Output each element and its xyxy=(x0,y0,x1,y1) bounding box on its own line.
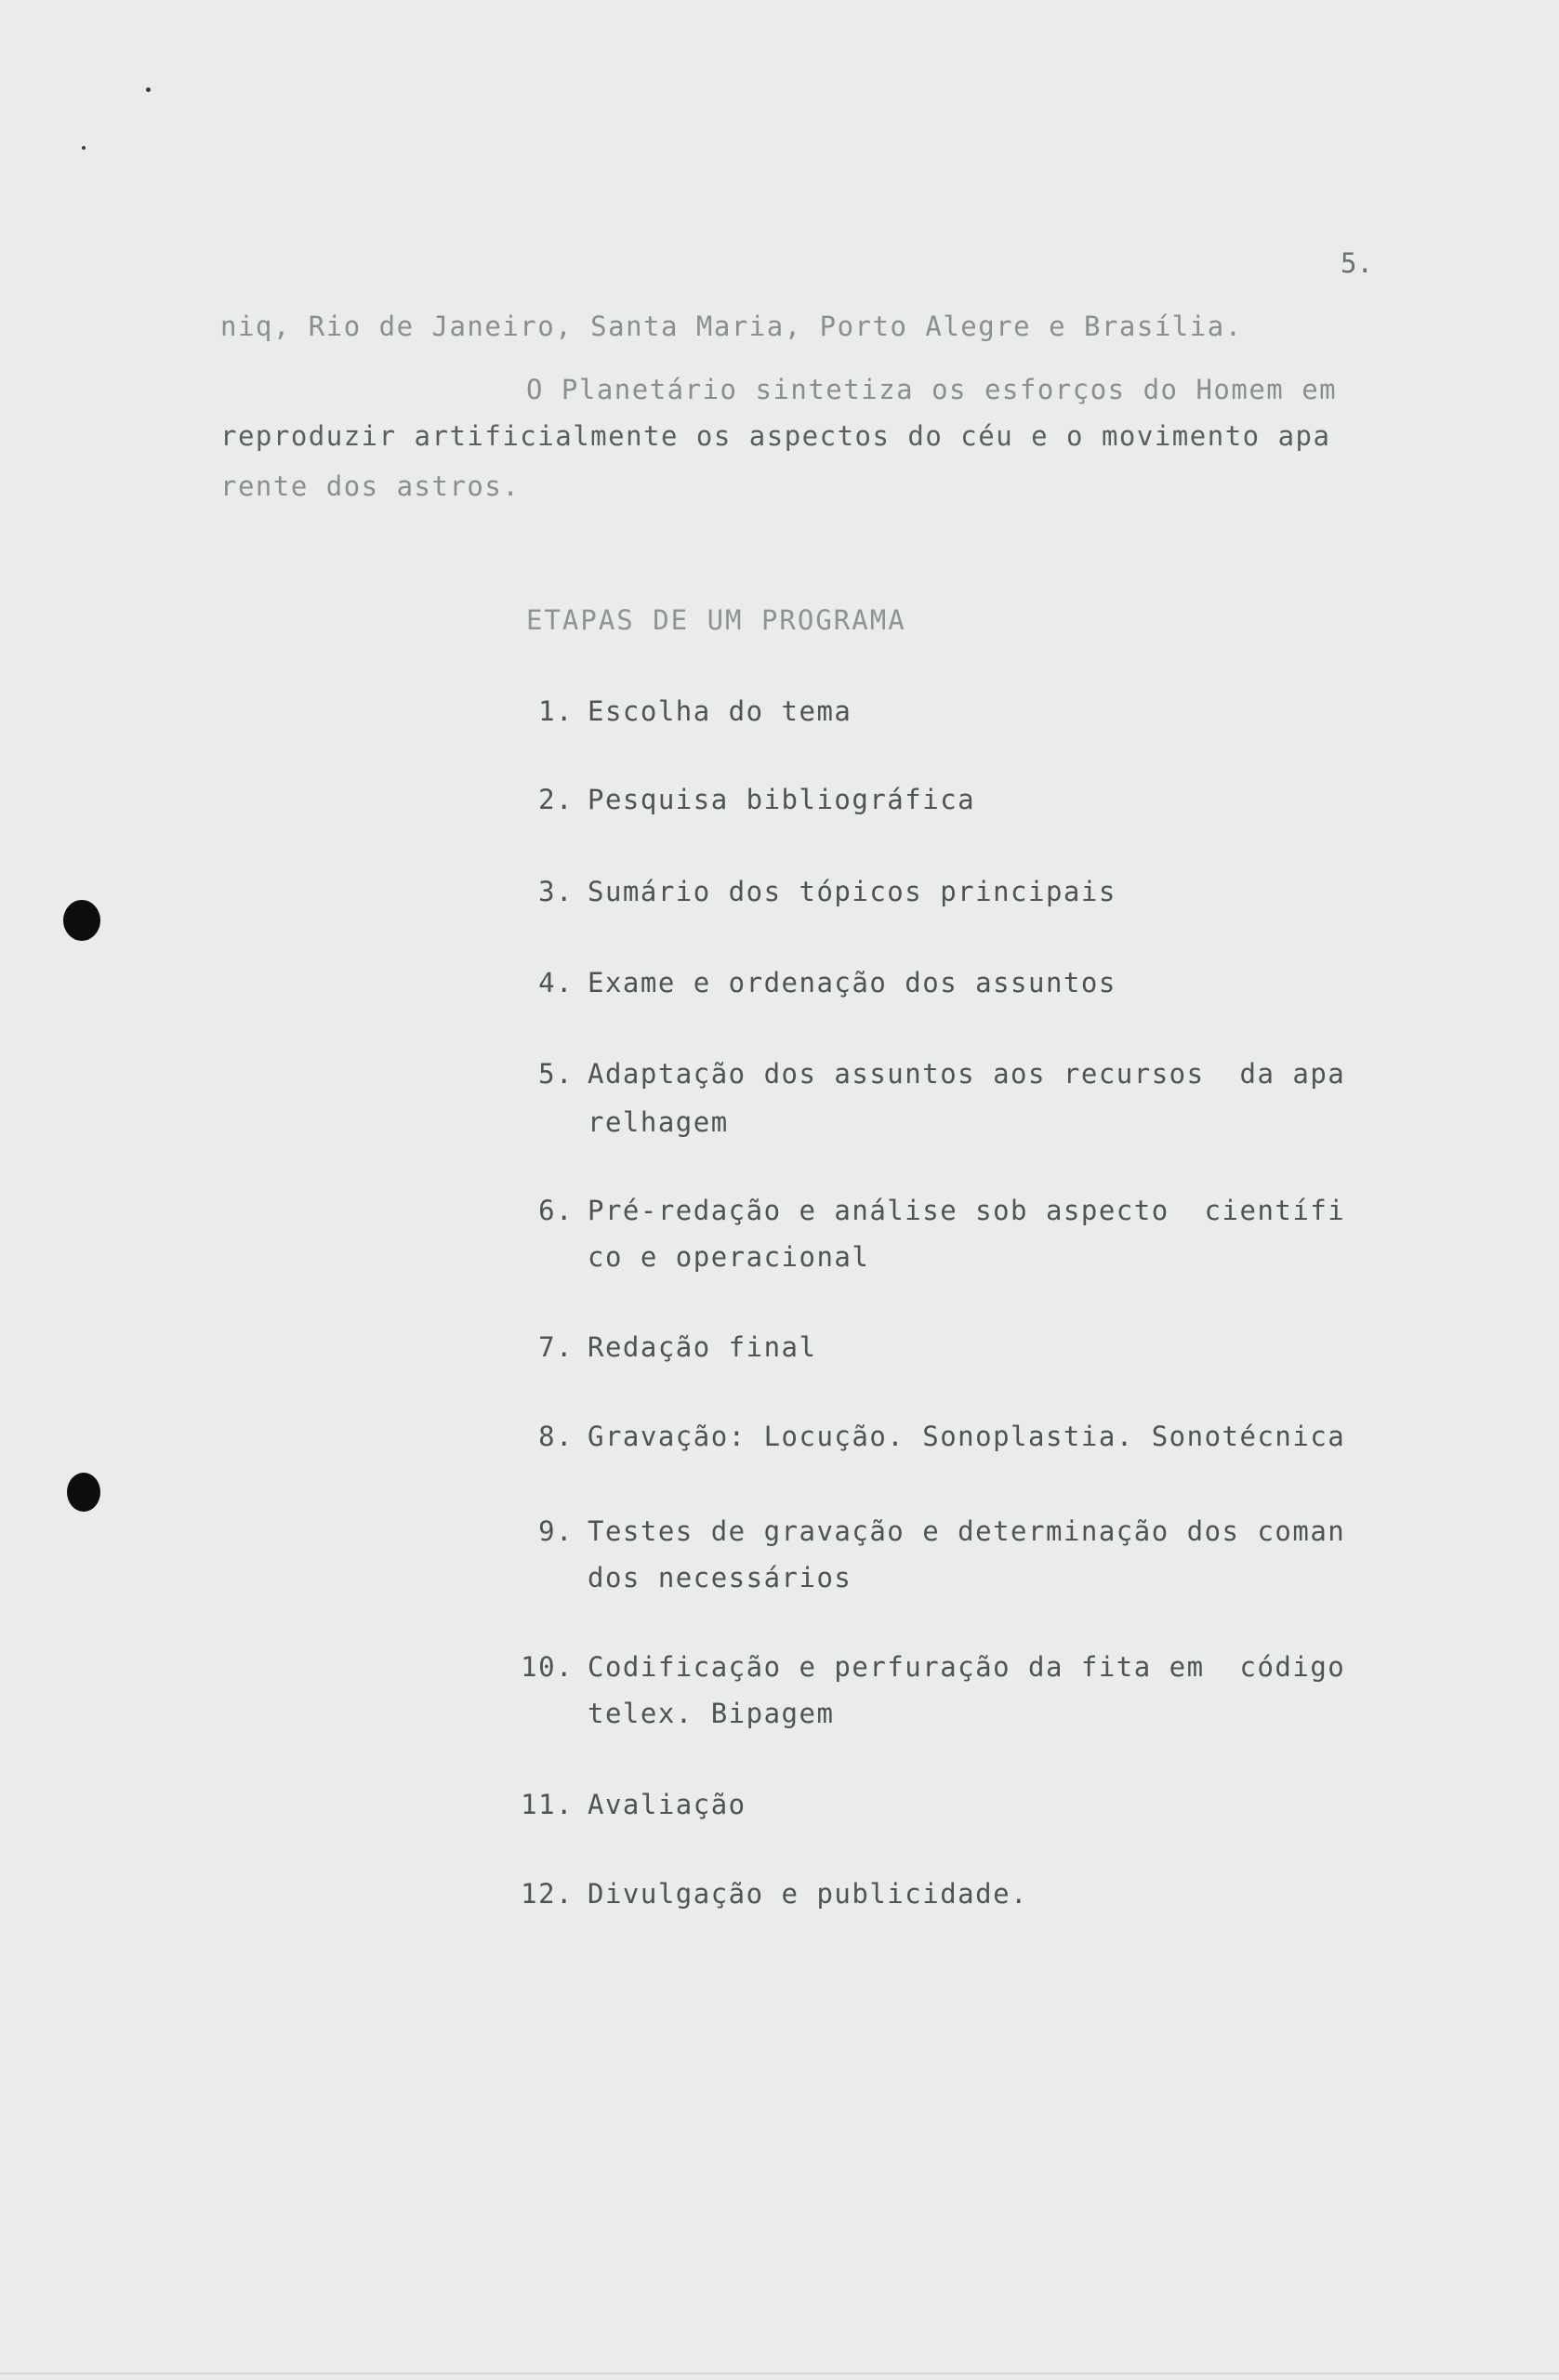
page-bottom-edge xyxy=(0,2373,1559,2374)
list-item-text-continued: relhagem xyxy=(588,1106,729,1138)
list-item-text: Gravação: Locução. Sonoplastia. Sonotécnica xyxy=(588,1421,1346,1452)
list-item-text-continued: co e operacional xyxy=(588,1241,870,1273)
section-heading: ETAPAS DE UM PROGRAMA xyxy=(526,604,906,636)
list-item-text: Pesquisa bibliográfica xyxy=(588,784,976,815)
list-item-number: 6. xyxy=(538,1195,574,1226)
paragraph-line: O Planetário sintetiza os esforços do Homem em xyxy=(526,374,1338,405)
list-item-text: Redação final xyxy=(588,1331,817,1363)
list-item-text: Avaliação xyxy=(588,1789,746,1820)
list-item-text: Testes de gravação e determinação dos coman xyxy=(588,1515,1346,1547)
list-item-number: 8. xyxy=(538,1421,574,1452)
punch-hole xyxy=(63,900,100,941)
list-item-text-continued: dos necessários xyxy=(588,1562,852,1593)
list-item-number: 1. xyxy=(538,695,574,727)
list-item-text: Escolha do tema xyxy=(588,695,852,727)
list-item-text: Divulgação e publicidade. xyxy=(588,1878,1028,1910)
edge-mark xyxy=(1503,26,1546,48)
list-item-number: 2. xyxy=(538,784,574,815)
list-item-number: 7. xyxy=(538,1331,574,1363)
paragraph-line: rente dos astros. xyxy=(220,470,521,502)
paragraph-line: reproduzir artificialmente os aspectos do céu e o movimento apa xyxy=(220,420,1331,452)
list-item-number: 3. xyxy=(538,876,574,907)
list-item-text: Sumário dos tópicos principais xyxy=(588,876,1116,907)
speck xyxy=(146,87,151,92)
list-item-number: 4. xyxy=(538,967,574,998)
paragraph-line: niq, Rio de Janeiro, Santa Maria, Porto Alegre e Brasília. xyxy=(220,311,1243,342)
list-item-number: 5. xyxy=(538,1058,574,1090)
page-number: 5. xyxy=(1341,247,1373,279)
speck xyxy=(82,146,86,150)
list-item-number: 12. xyxy=(521,1878,574,1910)
list-item-text: Adaptação dos assuntos aos recursos da apa xyxy=(588,1058,1346,1090)
list-item-number: 10. xyxy=(521,1651,574,1683)
list-item-text: Codificação e perfuração da fita em código xyxy=(588,1651,1346,1683)
list-item-number: 9. xyxy=(538,1515,574,1547)
punch-hole xyxy=(67,1473,100,1512)
list-item-number: 11. xyxy=(521,1789,574,1820)
list-item-text: Exame e ordenação dos assuntos xyxy=(588,967,1116,998)
list-item-text: Pré-redação e análise sob aspecto científi xyxy=(588,1195,1346,1226)
list-item-text-continued: telex. Bipagem xyxy=(588,1698,835,1729)
